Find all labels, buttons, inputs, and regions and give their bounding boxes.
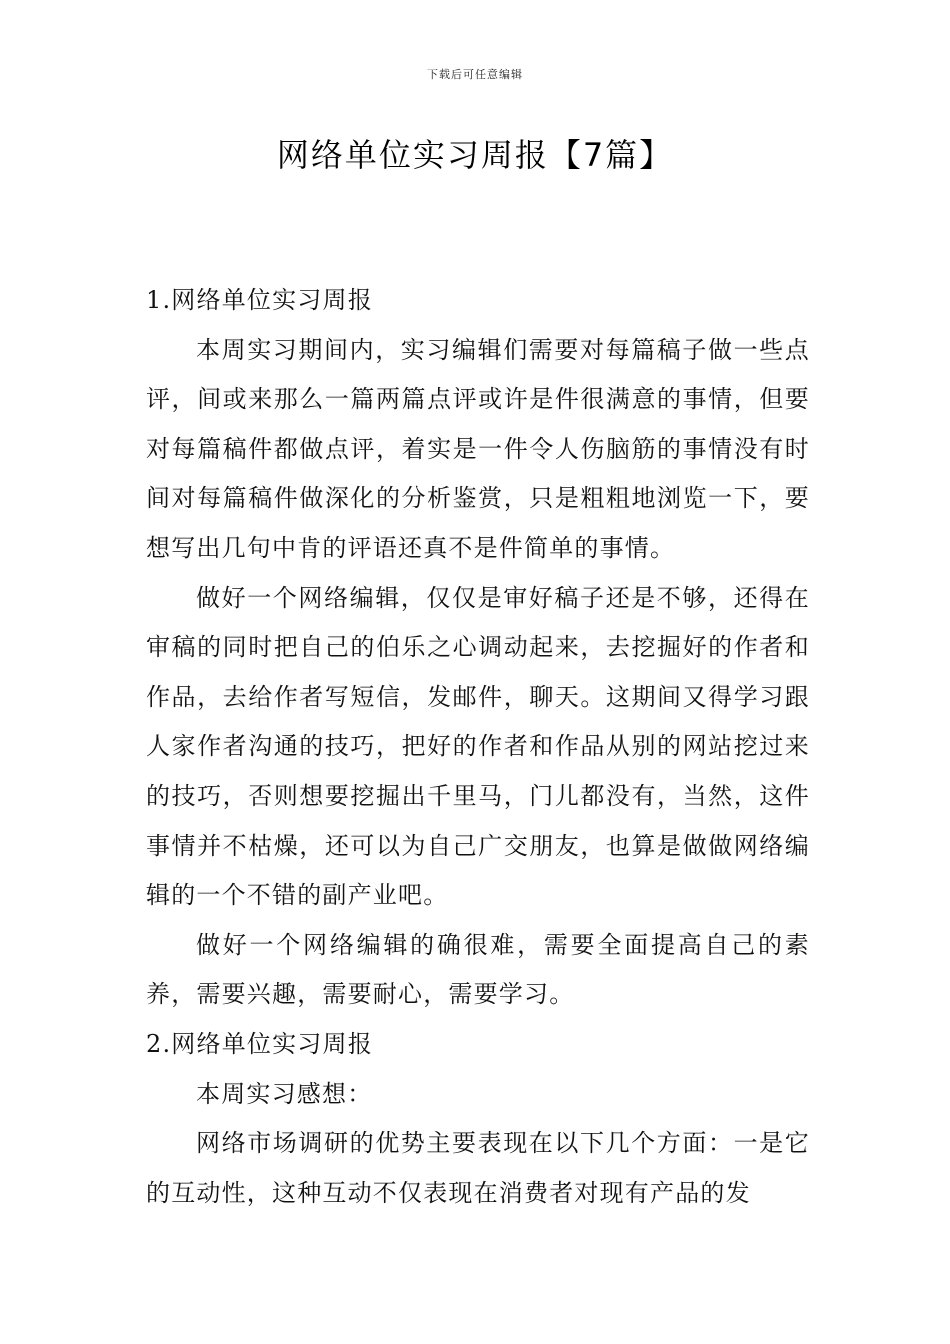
paragraph: 网络市场调研的优势主要表现在以下几个方面：一是它的互动性，这种互动不仅表现在消费者对现有产品的发 bbox=[146, 1129, 810, 1207]
section-1 bbox=[146, 276, 810, 1020]
paragraph: 本周实习感想： bbox=[196, 1079, 373, 1108]
document-title: 网络单位实习周报【7篇】 bbox=[276, 136, 674, 174]
section-heading: 1.网络单位实习周报 bbox=[146, 286, 373, 314]
paragraph: 本周实习期间内，实习编辑们需要对每篇稿子做一些点评，间或来那么一篇两篇点评或许是件很满意的事情，但要对每篇稿件都做点评，着实是一件令人伤脑筋的事情没有时间对每篇稿件做深化的分析鉴赏，只是粗粗地浏览一下，要想写出几句中肯的评语还真不是件简单的事情。 bbox=[146, 335, 810, 562]
header-note: 下载后可任意编辑 bbox=[427, 68, 523, 81]
paragraph: 做好一个网络编辑，仅仅是审好稿子还是不够，还得在审稿的同时把自己的伯乐之心调动起来，去挖掘好的作者和作品，去给作者写短信，发邮件，聊天。这期间又得学习跟人家作者沟通的技巧，把好的作者和作品从别的网站挖过来的技巧，否则想要挖掘出千里马，门儿都没有，当然，这件事情并不枯燥，还可以为自己广交朋友，也算是做做网络编辑的一个不错的副产业吧。 bbox=[146, 583, 810, 910]
section-2 bbox=[146, 1020, 810, 1218]
paragraph: 做好一个网络编辑的确很难，需要全面提高自己的素养，需要兴趣，需要耐心，需要学习。 bbox=[146, 930, 810, 1009]
section-heading: 2.网络单位实习周报 bbox=[146, 1029, 373, 1058]
document-body bbox=[146, 276, 810, 1218]
